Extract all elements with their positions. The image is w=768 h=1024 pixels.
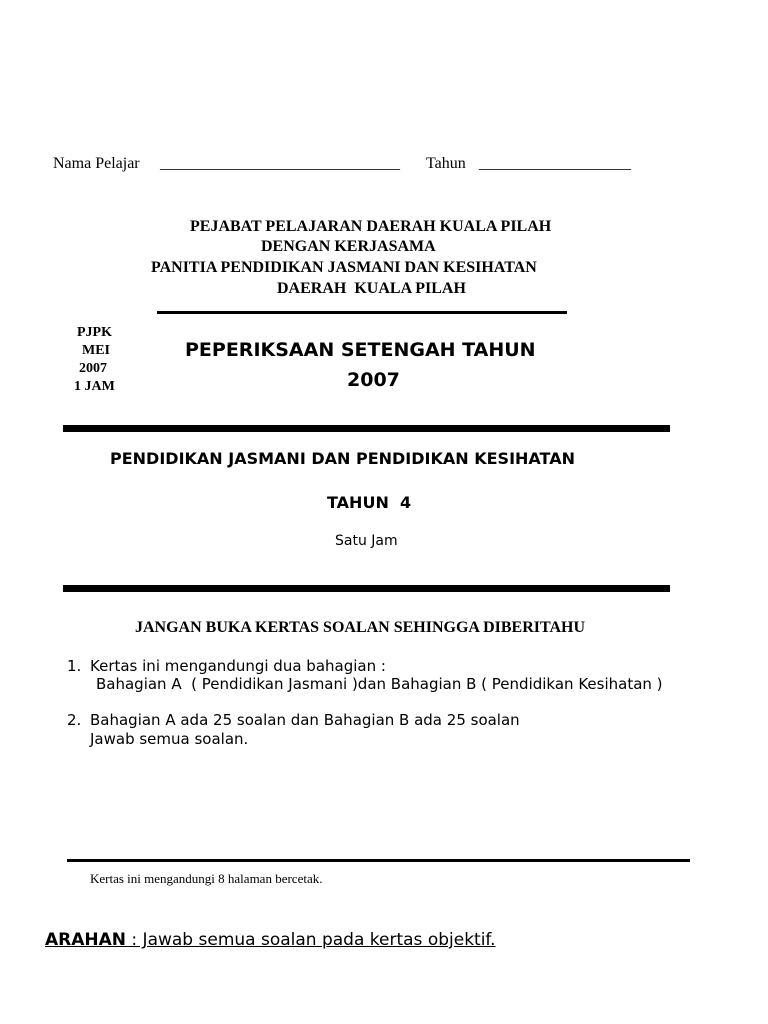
exam-title: PEPERIKSAAN SETENGAH TAHUN	[185, 339, 536, 361]
instruction-2-line1: Bahagian A ada 25 soalan dan Bahagian B ada 25 soalan	[90, 711, 520, 729]
year-label: Tahun	[426, 155, 466, 172]
page-count-note: Kertas ini mengandungi 8 halaman bercetak.	[90, 871, 323, 886]
instruction-1-line2: Bahagian A ( Pendidikan Jasmani )dan Bahagian B ( Pendidikan Kesihatan )	[96, 675, 663, 693]
instruction-2-line2: Jawab semua soalan.	[90, 730, 249, 748]
subject-grade: TAHUN 4	[327, 493, 412, 512]
arahan-text: : Jawab semua soalan pada kertas objektif.	[126, 930, 496, 950]
subject-title: PENDIDIKAN JASMANI DAN PENDIDIKAN KESIHATAN	[110, 449, 575, 468]
instruction-2-number: 2.	[67, 711, 82, 729]
subject-duration: Satu Jam	[335, 533, 398, 549]
paper-year: 2007	[79, 361, 107, 376]
instruction-1-number: 1.	[67, 657, 82, 675]
header-panel: PANITIA PENDIDIKAN JASMANI DAN KESIHATAN	[151, 259, 537, 276]
arahan-line	[45, 930, 496, 950]
year-blank[interactable]: ___________________	[479, 155, 631, 172]
exam-year: 2007	[347, 369, 400, 391]
header-collaboration: DENGAN KERJASAMA	[261, 238, 436, 255]
header-office: PEJABAT PELAJARAN DAERAH KUALA PILAH	[190, 218, 552, 235]
arahan-label: ARAHAN	[45, 930, 127, 950]
header-district: DAERAH KUALA PILAH	[277, 280, 466, 297]
paper-duration: 1 JAM	[74, 379, 115, 394]
footer-rule	[67, 859, 690, 862]
student-name-label: Nama Pelajar	[53, 155, 140, 172]
header-rule	[157, 311, 567, 314]
instruction-1-line1: Kertas ini mengandungi dua bahagian :	[90, 657, 386, 675]
paper-month: MEI	[82, 343, 110, 358]
paper-code: PJPK	[77, 325, 112, 340]
student-name-blank[interactable]: ______________________________	[160, 155, 400, 172]
bottom-thick-rule	[63, 585, 670, 592]
warning-notice: JANGAN BUKA KERTAS SOALAN SEHINGGA DIBERITAHU	[135, 619, 586, 636]
top-thick-rule	[63, 425, 670, 432]
